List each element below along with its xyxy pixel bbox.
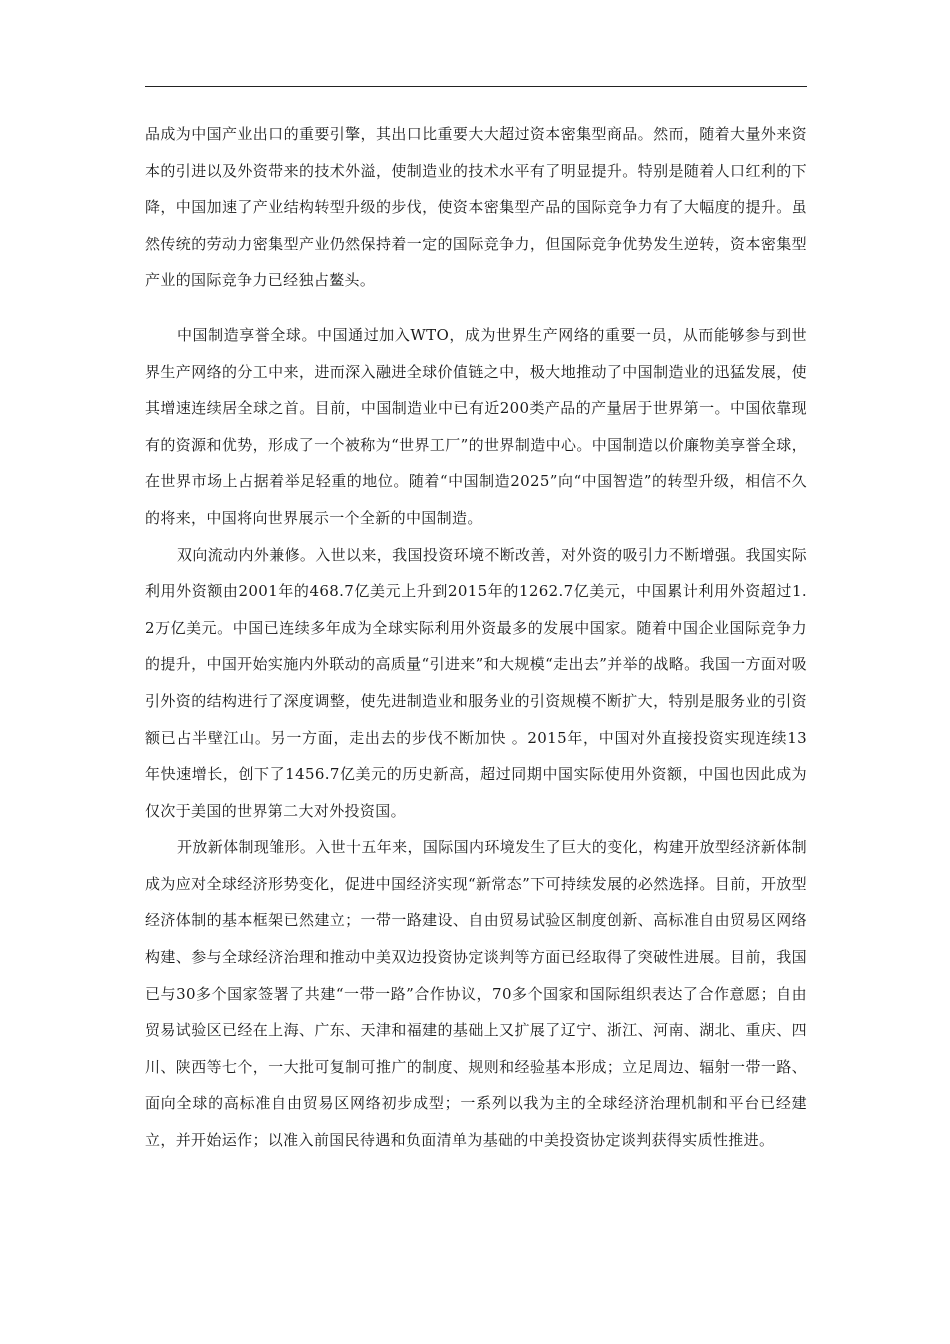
paragraph-two-way-flow: 双向流动内外兼修。入世以来，我国投资环境不断改善，对外资的吸引力不断增强。我国实际利用外资额由2001年的468.7亿美元上升到2015年的1262.7亿美元，中国累计利用外资超过1.2万亿美元。中国已连续多年成为全球实际利用外资最多的发展中国家。随着中国企业国际竞争力的提升，中国开始实施内外联动的高质量“引进来”和大规模“走出去”并举的战略。我国一方面对吸引外资的结构进行了深度调整，使先进制造业和服务业的引资规模不断扩大，特别是服务业的引资额已占半壁江山。另一方面，走出去的步伐不断加快 。2015年，中国对外直接投资实现连续13年快速增长，创下了1456.7亿美元的历史新高，超过同期中国实际使用外资额，中国也因此成为仅次于美国的世界第二大对外投资国。	[145, 545, 807, 820]
document-body	[145, 116, 807, 1159]
paragraph-continued: 品成为中国产业出口的重要引擎，其出口比重要大大超过资本密集型商品。然而，随着大量外来资本的引进以及外资带来的技术外溢，使制造业的技术水平有了明显提升。特别是随着人口红利的下降，中国加速了产业结构转型升级的步伐，使资本密集型产品的国际竞争力有了大幅度的提升。虽然传统的劳动力密集型产业仍然保持着一定的国际竞争力，但国际竞争优势发生逆转，资本密集型产业的国际竞争力已经独占鳌头。	[145, 125, 807, 290]
paragraph-new-open-system: 开放新体制现雏形。入世十五年来，国际国内环境发生了巨大的变化，构建开放型经济新体制成为应对全球经济形势变化，促进中国经济实现“新常态”下可持续发展的必然选择。目前，开放型经济体制的基本框架已然建立；一带一路建设、自由贸易试验区制度创新、高标准自由贸易区网络构建、参与全球经济治理和推动中美双边投资协定谈判等方面已经取得了突破性进展。目前，我国已与30多个国家签署了共建“一带一路”合作协议，70多个国家和国际组织表达了合作意愿；自由贸易试验区已经在上海、广东、天津和福建的基础上又扩展了辽宁、浙江、河南、湖北、重庆、四川、陕西等七个，一大批可复制可推广的制度、规则和经验基本形成；立足周边、辐射一带一路、面向全球的高标准自由贸易区网络初步成型；一系列以我为主的全球经济治理机制和平台已经建立，并开始运作；以准入前国民待遇和负面清单为基础的中美投资协定谈判获得实质性推进。	[145, 838, 807, 1150]
header-rule	[145, 86, 807, 87]
paragraph-made-in-china: 中国制造享誉全球。中国通过加入WTO，成为世界生产网络的重要一员，从而能够参与到世界生产网络的分工中来，进而深入融进全球价值链之中，极大地推动了中国制造业的迅猛发展，使其增速连续居全球之首。目前，中国制造业中已有近200类产品的产量居于世界第一。中国依靠现有的资源和优势，形成了一个被称为“世界工厂”的世界制造中心。中国制造以价廉物美享誉全球，在世界市场上占据着举足轻重的地位。随着“中国制造2025”向“中国智造”的转型升级，相信不久的将来，中国将向世界展示一个全新的中国制造。	[145, 325, 807, 527]
paragraph-gap	[145, 299, 807, 317]
